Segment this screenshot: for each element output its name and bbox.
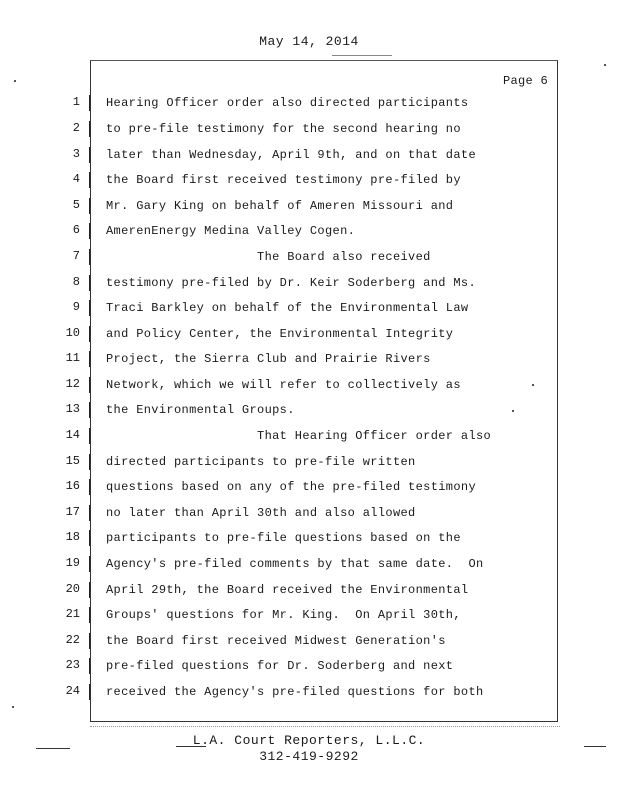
line-text: pre-filed questions for Dr. Soderberg and next [106,659,454,673]
line-number: 12 [65,377,80,391]
line-number: 24 [65,684,80,698]
line-number: 19 [65,556,80,570]
line-marker [89,95,90,111]
line-marker [89,351,90,367]
line-marker [89,658,90,674]
footer-rule-left [36,748,70,749]
line-marker [89,249,90,265]
line-text: the Board first received Midwest Generation's [106,634,446,648]
line-text: Groups' questions for Mr. King. On April 30th, [106,608,461,622]
line-marker [89,530,90,546]
line-text: That Hearing Officer order also [106,429,492,443]
line-text: to pre-file testimony for the second hearing no [106,122,461,136]
line-number: 4 [72,172,80,186]
footer-rule-right [584,746,606,747]
line-number: 23 [65,658,80,672]
page-label: Page 6 [502,74,548,88]
line-number: 13 [65,402,80,416]
footer-rule-mid [176,746,206,747]
line-marker [89,326,90,342]
scan-speck [14,80,16,82]
scan-rule-bottom [90,726,560,727]
line-marker [89,172,90,188]
line-number: 5 [72,198,80,212]
line-number: 17 [65,505,80,519]
scan-speck [604,64,606,66]
line-text: received the Agency's pre-filed questions for both [106,685,484,699]
line-number: 15 [65,454,80,468]
line-text: Hearing Officer order also directed participants [106,96,469,110]
line-number: 9 [72,300,80,314]
line-text: the Board first received testimony pre-filed by [106,173,461,187]
line-text: no later than April 30th and also allowed [106,506,416,520]
line-text: Network, which we will refer to collectively as [106,378,461,392]
line-marker [89,275,90,291]
line-text: The Board also received [106,250,431,264]
line-number: 11 [65,351,80,365]
line-number: 6 [72,223,80,237]
line-text: later than Wednesday, April 9th, and on that date [106,148,477,162]
line-text: and Policy Center, the Environmental Integrity [106,327,454,341]
line-number: 18 [65,530,80,544]
line-marker [89,454,90,470]
line-number: 20 [65,582,80,596]
line-text: April 29th, the Board received the Environmental [106,583,469,597]
line-number: 1 [72,95,80,109]
footer-phone: 312-419-9292 [259,749,359,764]
line-marker [89,300,90,316]
footer-reporter: L.A. Court Reporters, L.L.C. [192,733,426,748]
line-marker [89,607,90,623]
line-text: Mr. Gary King on behalf of Ameren Missouri and [106,199,454,213]
line-text: Traci Barkley on behalf of the Environmental Law [106,301,469,315]
line-text: participants to pre-file questions based on the [106,531,461,545]
line-text: testimony pre-filed by Dr. Keir Soderberg and Ms. [106,276,477,290]
line-marker [89,479,90,495]
line-number: 14 [65,428,80,442]
line-marker [89,377,90,393]
scan-speck [532,384,534,386]
header-rule [332,55,392,56]
line-marker [89,684,90,700]
line-marker [89,633,90,649]
line-marker [89,121,90,137]
line-number: 16 [65,479,80,493]
line-text: directed participants to pre-file written [106,455,416,469]
line-marker [89,582,90,598]
line-marker [89,402,90,418]
line-text: Agency's pre-filed comments by that same date. On [106,557,484,571]
line-text: AmerenEnergy Medina Valley Cogen. [106,224,356,238]
line-number: 7 [72,249,80,263]
line-text: the Environmental Groups. [106,403,295,417]
line-number: 22 [65,633,80,647]
line-marker [89,505,90,521]
line-marker [89,223,90,239]
line-marker [89,147,90,163]
header-date: May 14, 2014 [259,34,359,49]
line-number: 8 [72,275,80,289]
line-marker [89,428,90,444]
scan-speck [512,410,514,412]
line-number: 3 [72,147,80,161]
scan-speck [12,706,14,708]
line-number: 21 [65,607,80,621]
line-text: Project, the Sierra Club and Prairie Rivers [106,352,431,366]
line-number: 2 [72,121,80,135]
line-marker [89,556,90,572]
line-marker [89,198,90,214]
line-text: questions based on any of the pre-filed testimony [106,480,477,494]
line-number: 10 [65,326,80,340]
